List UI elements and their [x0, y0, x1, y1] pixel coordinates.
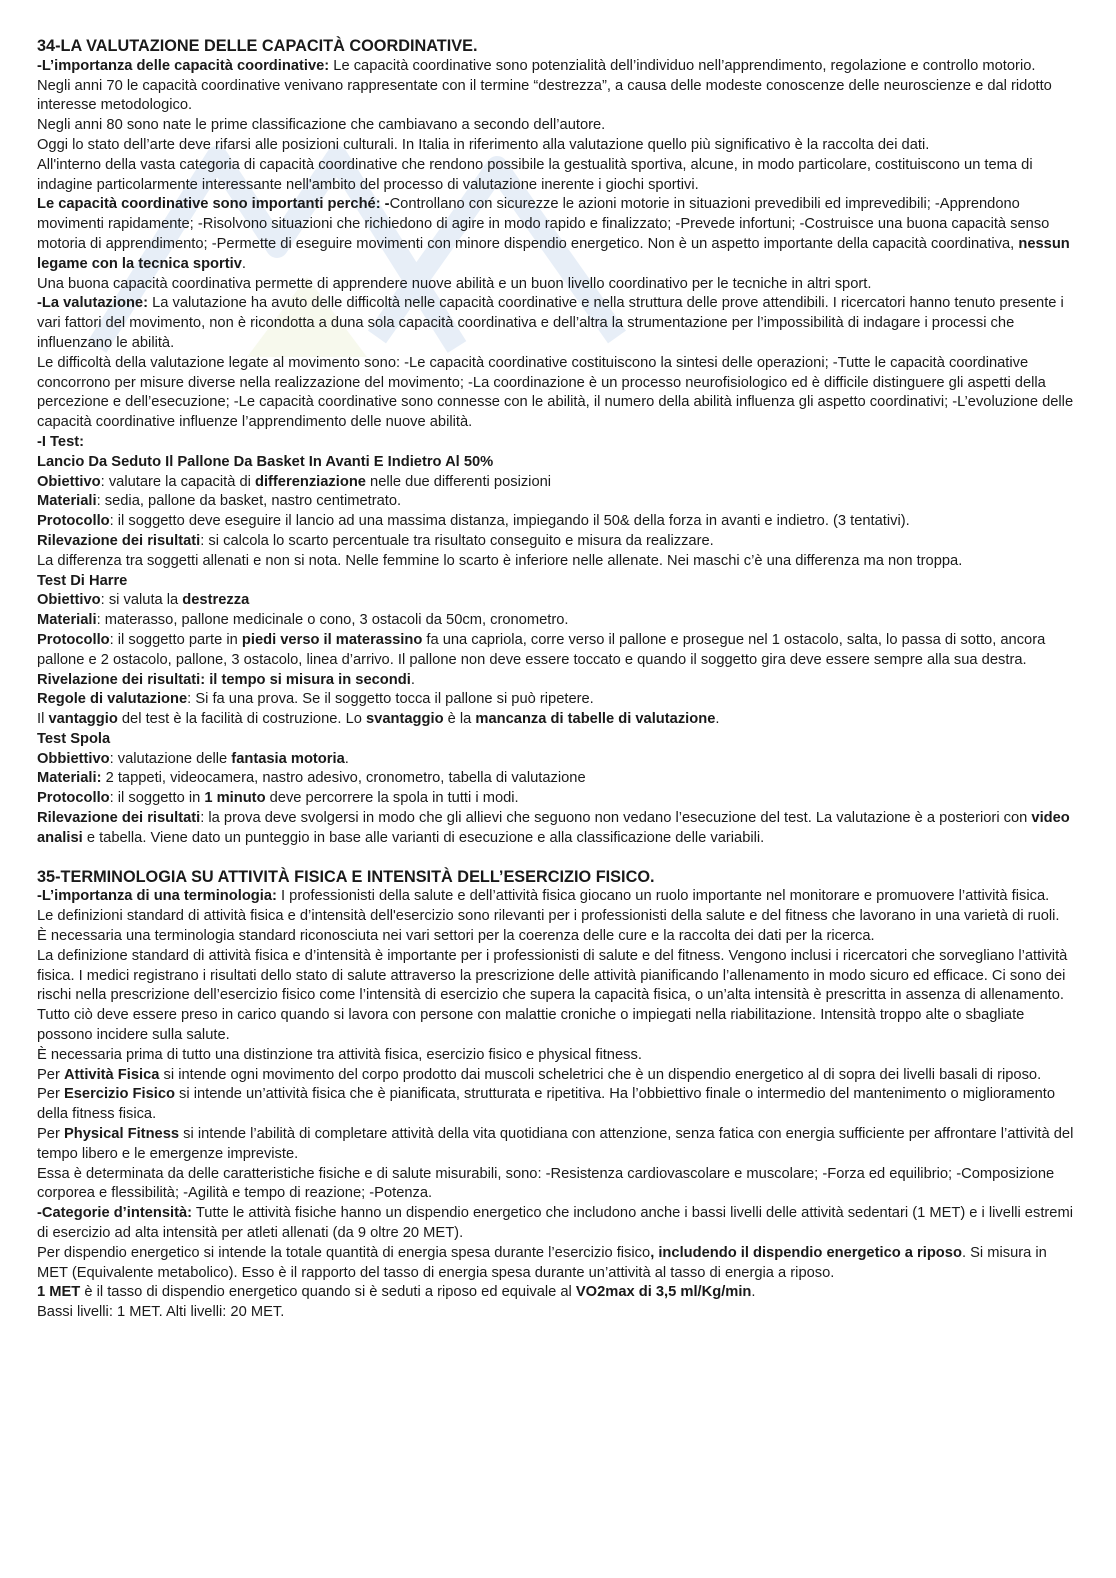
test-2-objective: Obiettivo: si valuta la destrezza [37, 592, 250, 609]
paragraph: Negli anni 80 sono nate le prime classificazione che cambiavano a secondo dell’autore. [37, 117, 606, 134]
paragraph: È necessaria prima di tutto una distinzione tra attività fisica, esercizio fisico e physical fitness. [37, 1046, 642, 1063]
test-1-protocol: Protocollo: il soggetto deve eseguire il lancio ad una massima distanza, impiegando il 50& della forza in avanti e indietro. (3 tentativi). [37, 513, 910, 530]
test-1-objective: Obiettivo: valutare la capacità di differenziazione nelle due differenti posizioni [37, 473, 552, 490]
paragraph: -La valutazione: La valutazione ha avuto delle difficoltà nelle capacità coordinative e nella struttura delle prove attendibili. I ricercatori hanno tenuto presente i vari fattori del movimento, non è ricondotta a duna sola capacità coordinativa e dell’altra la strumentazione per l’impossibilità di indagare i processi che influenzano le abilità. [37, 295, 1064, 351]
document-page [37, 37, 1077, 1323]
section-35-title: 35-TERMINOLOGIA SU ATTIVITÀ FISICA E INTENSITÀ DELL’ESERCIZIO FISICO. [37, 867, 655, 886]
test-2-title: Test Di Harre [37, 572, 128, 589]
test-2-rules: Regole di valutazione: Si fa una prova. Se il soggetto tocca il pallone si può ripetere. [37, 691, 594, 708]
test-3-objective: Obbiettivo: valutazione delle fantasia motoria. [37, 750, 349, 767]
paragraph: Negli anni 70 le capacità coordinative venivano rappresentate con il termine “destrezza”, a causa delle modeste conoscenze delle neuroscienze e dal ridotto interesse metodologico. [37, 77, 1052, 114]
paragraph: La definizione standard di attività fisica e d’intensità è importante per i professionisti di salute e del fitness. Vengono inclusi i ricercatori che sorvegliano l’attività fisica. I medici registrano i risultati dello stato di salute attraverso la prescrizione delle attività pianificando l’allenamento in modo sicuro ed efficace. Ci sono dei rischi nella prescrizione dell’esercizio fisico come l’intensità di esercizio che supera la capacità fisica, o un’alta intensità è prescritta in assenza di allenamento. Tutto ciò deve essere preso in carico quando si lavora con persone con malattie croniche o impiegati nella riabilitazione. Intensità troppo alte o sbagliate possono incidere sulla salute. [37, 947, 1068, 1044]
paragraph: Per Physical Fitness si intende l’abilità di completare attività della vita quotidiana con attenzione, senza fatica con energia sufficiente per affrontare l’attività del tempo libero e le emergenze impreviste. [37, 1126, 1074, 1162]
paragraph: Bassi livelli: 1 MET. Alti livelli: 20 MET. [37, 1304, 285, 1321]
paragraph: È necessaria una terminologia standard riconosciuta nei vari settori per la coerenza delle cure e la raccolta dei dati per la ricerca. [37, 928, 875, 945]
paragraph: Oggi lo stato dell’arte deve rifarsi alle posizioni culturali. In Italia in riferimento alla valutazione quello più significativo è la raccolta dei dati. [37, 136, 930, 153]
paragraph: Le capacità coordinative sono importanti perché: -Controllano con sicurezze le azioni motorie in situazioni prevedibili ed imprevedibili; -Apprendono movimenti rapidamente; -Risolvono situazioni che richiedono di agire in modo rapido e finalizzato; -Prevede infortuni; -Costruisce una buona capacità senso motoria di apprendimento; -Permette di eseguire movimenti con minore dispendio energetico. Non è un aspetto importante della capacità coordinativa, nessun legame con la tecnica sportiv. [37, 196, 1070, 272]
section-gap [37, 849, 1077, 868]
paragraph: Per Attività Fisica si intende ogni movimento del corpo prodotto dai muscoli scheletrici che è un dispendio energetico al di sopra dei livelli basali di riposo. [37, 1066, 1042, 1083]
paragraph: -L’importanza delle capacità coordinative: Le capacità coordinative sono potenzialità dell’individuo nell’apprendimento, regolazione e controllo motorio. [37, 57, 1036, 74]
test-1-materials: Materiali: sedia, pallone da basket, nastro centimetrato. [37, 493, 402, 510]
test-3-results: Rilevazione dei risultati: la prova deve svolgersi in modo che gli allievi che seguono non vedano l’esecuzione del test. La valutazione è a posteriori con video analisi e tabella. Viene dato un punteggio in base alle varianti di esecuzione e alla classificazione delle variabili. [37, 810, 1070, 846]
paragraph: 1 MET è il tasso di dispendio energetico quando si è seduti a riposo ed equivale al VO2max di 3,5 ml/Kg/min. [37, 1284, 756, 1301]
tests-heading: -I Test: [37, 433, 85, 450]
paragraph: Per Esercizio Fisico si intende un’attività fisica che è pianificata, strutturata e ripetitiva. Ha l’obbiettivo finale o intermedio del mantenimento o miglioramento della fitness fisica. [37, 1086, 1056, 1123]
paragraph: Essa è determinata da delle caratteristiche fisiche e di salute misurabili, sono: -Resistenza cardiovascolare e muscolare; -Forza ed equilibrio; -Composizione corporea e flessibilità; -Agilità e tempo di reazione; -Potenza. [37, 1165, 1055, 1202]
test-2-pros-cons: Il vantaggio del test è la facilità di costruzione. Lo svantaggio è la mancanza di tabelle di valutazione. [37, 711, 720, 728]
test-3-title: Test Spola [37, 730, 111, 747]
paragraph: -Categorie d’intensità: Tutte le attività fisiche hanno un dispendio energetico che includono anche i bassi livelli delle attività sedentari (1 MET) e i livelli estremi di esercizio ad alta intensità per atleti allenati (da 9 oltre 20 MET). [37, 1205, 1073, 1242]
test-3-materials: Materiali: 2 tappeti, videocamera, nastro adesivo, cronometro, tabella di valutazione [37, 770, 586, 787]
test-1-title: Lancio Da Seduto Il Pallone Da Basket In Avanti E Indietro Al 50% [37, 453, 494, 470]
paragraph: Per dispendio energetico si intende la totale quantità di energia spesa durante l’esercizio fisico, includendo il dispendio energetico a riposo. Si misura in MET (Equivalente metabolico). Esso è il rapporto del tasso di energia spesa durante un’attività al tasso di energia a riposo. [37, 1244, 1047, 1281]
test-1-results: Rilevazione dei risultati: si calcola lo scarto percentuale tra risultato conseguito e misura da realizzare. [37, 532, 714, 549]
paragraph: Le difficoltà della valutazione legate al movimento sono: -Le capacità coordinative costituiscono la sintesi delle operazioni; -Tutte le capacità coordinative concorrono per misure diverse nella realizzazione del movimento; -La coordinazione è un processo neurofisiologico ed è difficile distinguere gli aspetti della percezione e dell’esecuzione; -Le capacità coordinative sono connesse con le abilità, il numero della abilità influenza gli aspetto coordinativi; -L’evoluzione delle capacità coordinative influenze l’apprendimento delle nuove abilità. [37, 354, 1074, 431]
paragraph: Le definizioni standard di attività fisica e d’intensità dell'esercizio sono rilevanti per i professionisti della salute e del fitness che lavorano in una varietà di ruoli. [37, 908, 1060, 925]
paragraph: -L’importanza di una terminologia: I professionisti della salute e dell’attività fisica giocano un ruolo importante nel monitorare e promuovere l’attività fisica. [37, 888, 1050, 905]
test-2-results: Rivelazione dei risultati: il tempo si misura in secondi. [37, 671, 415, 688]
paragraph: All'interno della vasta categoria di capacità coordinative che rendono possibile la gestualità sportiva, alcune, in modo particolare, costituiscono un tema di indagine particolarmente interessante nell'ambito del processo di valutazione inerente i giochi sportivi. [37, 156, 1033, 193]
section-34-title: 34-LA VALUTAZIONE DELLE CAPACITÀ COORDINATIVE. [37, 37, 478, 55]
test-1-note: La differenza tra soggetti allenati e non si nota. Nelle femmine lo scarto è inferiore nelle allenate. Nei maschi c’è una differenza ma non troppa. [37, 552, 963, 569]
test-2-materials: Materiali: materasso, pallone medicinale o cono, 3 ostacoli da 50cm, cronometro. [37, 612, 569, 629]
test-3-protocol: Protocollo: il soggetto in 1 minuto deve percorrere la spola in tutti i modi. [37, 790, 519, 807]
test-2-protocol: Protocollo: il soggetto parte in piedi verso il materassino fa una capriola, corre verso il pallone e prosegue nel 1 ostacolo, salta, lo passa di sotto, ancora pallone e 2 ostacolo, pallone, 3 ostacolo, linea d’arrivo. Il pallone non deve essere toccato e quando il soggetto gira deve essere sempre alla sua destra. [37, 631, 1046, 668]
paragraph: Una buona capacità coordinativa permette di apprendere nuove abilità e un buon livello coordinativo per le tecniche in altri sport. [37, 275, 872, 292]
